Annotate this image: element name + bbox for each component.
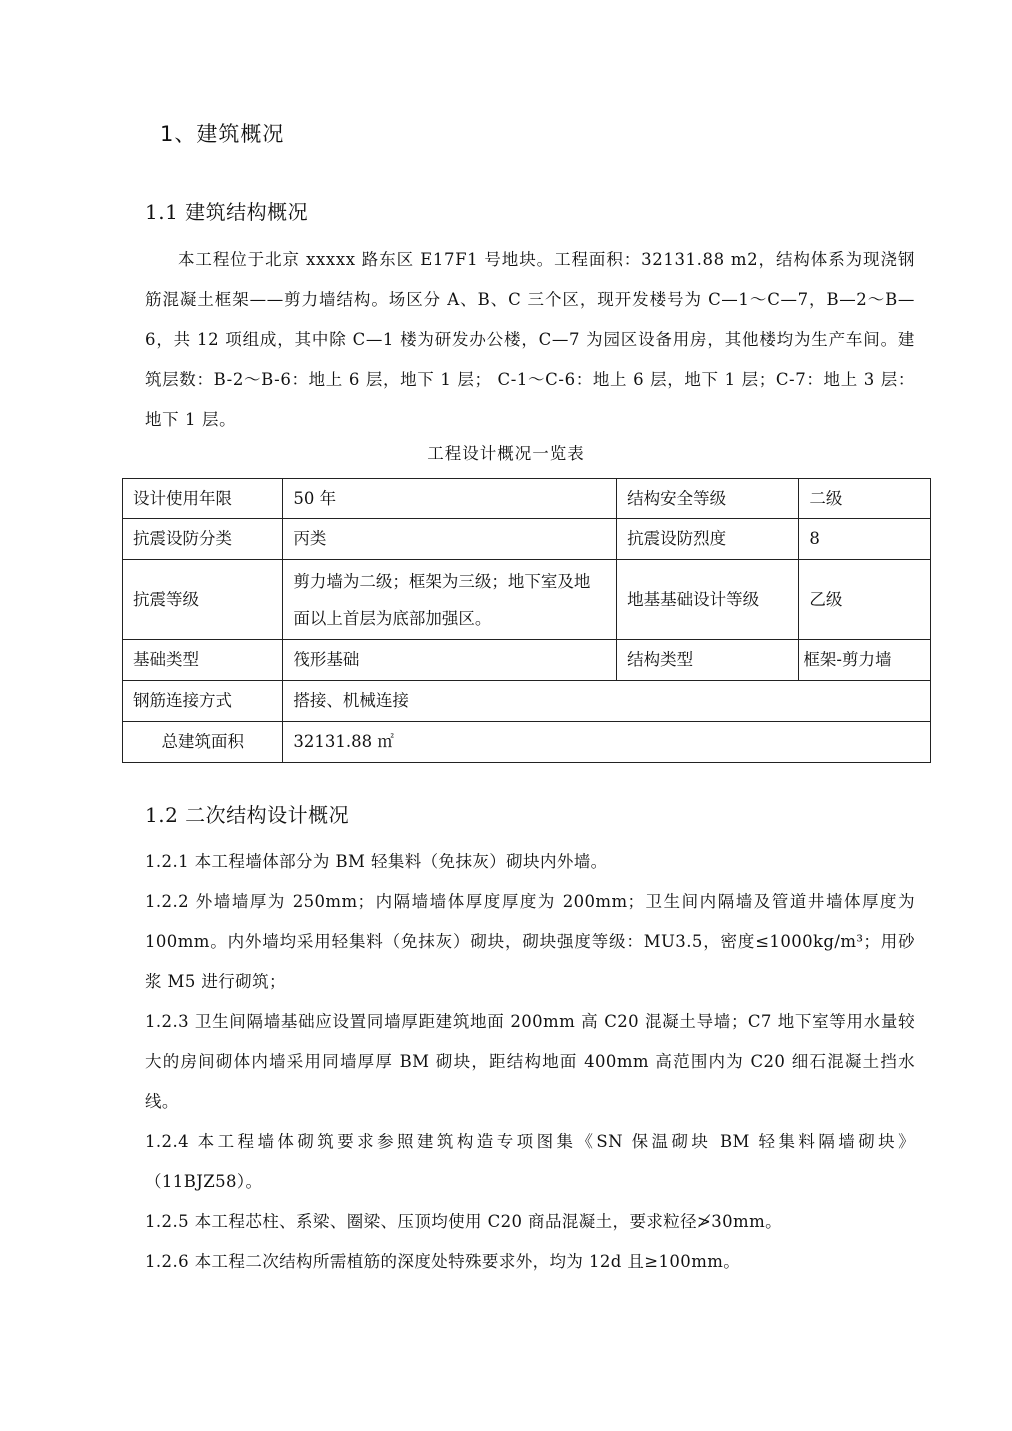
- table-cell: 50 年: [283, 479, 617, 519]
- subsection-title-1-1: 1.1 建筑结构概况: [145, 200, 309, 224]
- table-cell: 丙类: [283, 519, 617, 560]
- table-cell: 总建筑面积: [123, 722, 283, 763]
- table-row: [123, 640, 931, 681]
- table-cell: 剪力墙为二级；框架为三级；地下室及地面以上首层为底部加强区。: [283, 560, 617, 640]
- table-cell: 抗震设防分类: [123, 519, 283, 560]
- list-item: 1.2.1 本工程墙体部分为 BM 轻集料（免抹灰）砌块内外墙。: [145, 852, 608, 871]
- table-cell: 结构类型: [617, 640, 799, 681]
- table-cell: 乙级: [799, 560, 931, 640]
- list-item: 1.2.5 本工程芯柱、系梁、圈梁、压顶均使用 C20 商品混凝土，要求粒径≯30mm。: [145, 1212, 783, 1231]
- table-cell: 搭接、机械连接: [283, 681, 931, 722]
- list-item: 1.2.4 本工程墙体砌筑要求参照建筑构造专项图集《SN 保温砌块 BM 轻集料隔墙砌块》（11BJZ58）。: [145, 1132, 915, 1191]
- table-cell: 抗震设防烈度: [617, 519, 799, 560]
- table-row: [123, 560, 931, 640]
- table-row: [123, 722, 931, 763]
- table-row: [123, 681, 931, 722]
- table-cell: 筏形基础: [283, 640, 617, 681]
- table-cell: 二级: [799, 479, 931, 519]
- table-cell: 结构安全等级: [617, 479, 799, 519]
- secondary-structure-list: [145, 842, 915, 1282]
- subsection-title-1-2: 1.2 二次结构设计概况: [145, 803, 350, 827]
- list-item: 1.2.2 外墙墙厚为 250mm；内隔墙墙体厚度厚度为 200mm；卫生间内隔墙及管道井墙体厚度为 100mm。内外墙均采用轻集料（免抹灰）砌块，砌块强度等级：MU3.5，密度≤1000kg/m³；用砂浆 M5 进行砌筑；: [145, 892, 915, 991]
- table-cell: 抗震等级: [123, 560, 283, 640]
- table-cell: 8: [799, 519, 931, 560]
- list-item: 1.2.3 卫生间隔墙基础应设置同墙厚距建筑地面 200mm 高 C20 混凝土导墙；C7 地下室等用水量较大的房间砌体内墙采用同墙厚厚 BM 砌块，距结构地面 400mm 高范围内为 C20 细石混凝土挡水线。: [145, 1012, 915, 1111]
- table-caption: 工程设计概况一览表: [427, 444, 585, 463]
- table-cell: 地基基础设计等级: [617, 560, 799, 640]
- table-cell: 钢筋连接方式: [123, 681, 283, 722]
- table-cell: 框架-剪力墙: [799, 640, 931, 681]
- table-row: [123, 519, 931, 560]
- table-cell: 基础类型: [123, 640, 283, 681]
- design-overview-table: [122, 478, 931, 763]
- section-title: 1、建筑概况: [160, 122, 285, 146]
- table-cell: 设计使用年限: [123, 479, 283, 519]
- table-cell: 32131.88 ㎡: [283, 722, 931, 763]
- overview-paragraph: 本工程位于北京 xxxxx 路东区 E17F1 号地块。工程面积：32131.88 m2，结构体系为现浇钢筋混凝土框架——剪力墙结构。场区分 A、B、C 三个区，现开发楼号为 C—1～C—7，B—2～B—6，共 12 项组成，其中除 C—1 楼为研发办公楼，C—7 为园区设备用房，其他楼均为生产车间。建筑层数：B-2～B-6：地上 6 层，地下 1 层； C-1～C-6：地上 6 层，地下 1 层；C-7：地上 3 层：地下 1 层。: [145, 250, 915, 429]
- list-item: 1.2.6 本工程二次结构所需植筋的深度处特殊要求外，均为 12d 且≥100mm。: [145, 1252, 741, 1271]
- table-row: [123, 479, 931, 519]
